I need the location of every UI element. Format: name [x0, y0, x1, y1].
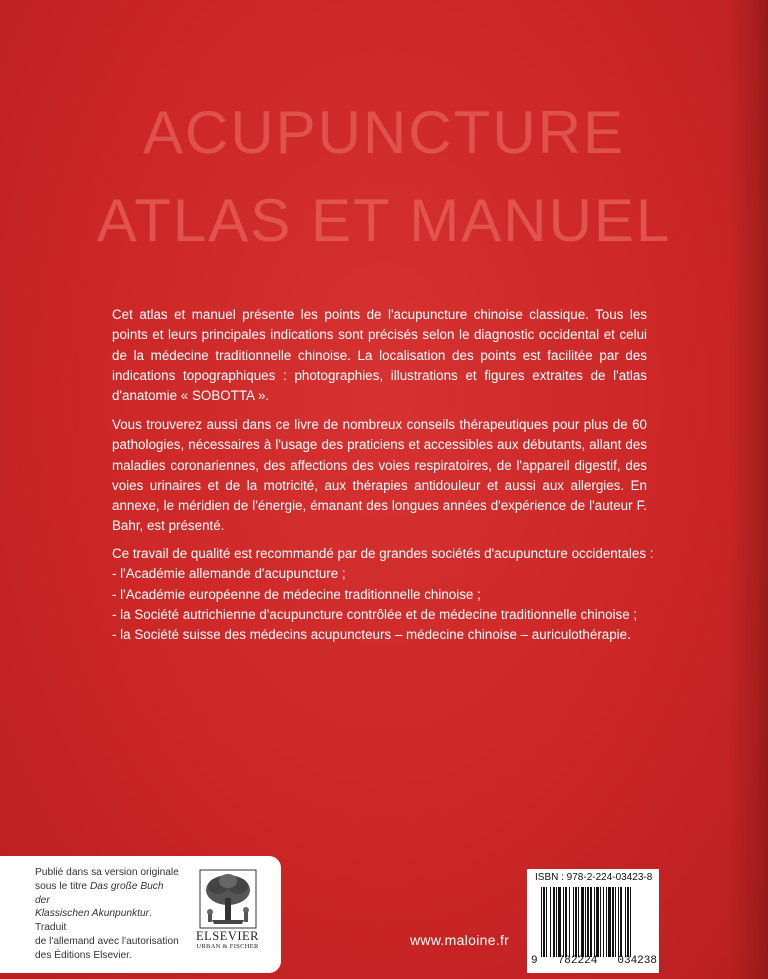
barcode-bar	[620, 887, 622, 957]
description-paragraph-2: Vous trouverez aussi dans ce livre de nombreux conseils thérapeutiques pour plus de 60 pathologies, nécessaires à l'usage des praticiens et accessibles aux débutants, allant des maladies coronariennes, des affections des voies respiratoires, de l'appareil digestif, des voies urinaires et de la motricité, aux thérapies antidouleur et aussi aux allergies. En annexe, le méridien de l'énergie, émanant des longues années d'expérience de l'auteur F. Bahr, est présenté.	[112, 417, 647, 534]
title-line-2: ATLAS ET MANUEL	[96, 187, 672, 254]
barcode-bar	[625, 887, 626, 957]
recommendation-intro: Ce travail de qualité est recommandé par de grandes sociétés d'acupuncture occidentales :	[112, 546, 654, 561]
recommendation-item: - la Société autrichienne d'acupuncture contrôlée et de médecine traditionnelle chinoise ;	[112, 606, 638, 622]
barcode-bar	[565, 887, 567, 957]
barcode-bar	[553, 887, 555, 957]
barcode-bar	[541, 887, 542, 957]
barcode-bar	[585, 887, 586, 957]
barcode-bar	[546, 887, 547, 957]
isbn-label: ISBN : 978-2-224-03423-8	[535, 872, 653, 883]
barcode-bar	[575, 887, 577, 957]
barcode-bars	[541, 887, 655, 957]
barcode-bar	[606, 887, 607, 957]
barcode-bar	[608, 887, 611, 957]
barcode-bar	[596, 887, 599, 957]
title-line-1: ACUPUNCTURE	[142, 99, 626, 166]
recommendation-item: - l'Académie européenne de médecine traditionnelle chinoise ;	[112, 586, 481, 602]
barcode-bar	[603, 887, 604, 957]
barcode-bar	[618, 887, 619, 957]
publisher-credit-box	[0, 856, 281, 973]
barcode-bar	[600, 887, 601, 957]
barcode-bar	[569, 887, 570, 957]
elsevier-logo	[190, 868, 265, 963]
barcode-bar	[573, 887, 574, 957]
barcode-bar	[563, 887, 564, 957]
barcode-bar	[630, 887, 631, 957]
barcode-bar	[558, 887, 561, 957]
elsevier-tree-icon	[198, 868, 258, 930]
elsevier-name: ELSEVIER	[195, 929, 260, 943]
recommendation-item: - la Société suisse des médecins acupuncteurs – médecine chinoise – auriculothérapie.	[112, 627, 631, 643]
barcode-bar	[581, 887, 584, 957]
credit-text: Publié dans sa version originale sous le titre Das große Buch der Klassischen Akunpunktur. Traduit de l'allemand avec l'autorisation des Éditions Elsevier.	[35, 867, 179, 961]
barcode-digit-group: 034238	[617, 955, 657, 967]
barcode-bar	[594, 887, 595, 957]
barcode-bar	[587, 887, 589, 957]
description-paragraph-1: Cet atlas et manuel présente les points de l'acupuncture chinoise classique. Tous les points et leurs principales indications sont précisés selon le diagnostic occidental et celui de la médecine traditionnelle chinoise. La localisation des points est facilitée par des indications topographiques : photographies, illustrations et figures extraites de l'atlas d'anatomie « SOBOTTA ».	[112, 307, 647, 404]
barcode-bar	[556, 887, 557, 957]
barcode-digit-group: 9	[531, 955, 538, 967]
barcode-bar	[550, 887, 551, 957]
recommendation-item: - l'Académie allemande d'acupuncture ;	[112, 566, 346, 582]
barcode-bar	[627, 887, 629, 957]
elsevier-subtitle: URBAN & FISCHER	[196, 943, 259, 950]
barcode-digit-group: 782224	[557, 955, 598, 967]
barcode-digits	[531, 955, 657, 967]
barcode-bar	[590, 887, 592, 957]
isbn-barcode	[527, 869, 659, 973]
barcode-bar	[578, 887, 579, 957]
recommendation-block	[112, 544, 654, 645]
barcode-bar	[615, 887, 616, 957]
publisher-website: www.maloine.fr	[410, 932, 510, 948]
barcode-bar	[612, 887, 614, 957]
barcode-bar	[543, 887, 545, 957]
